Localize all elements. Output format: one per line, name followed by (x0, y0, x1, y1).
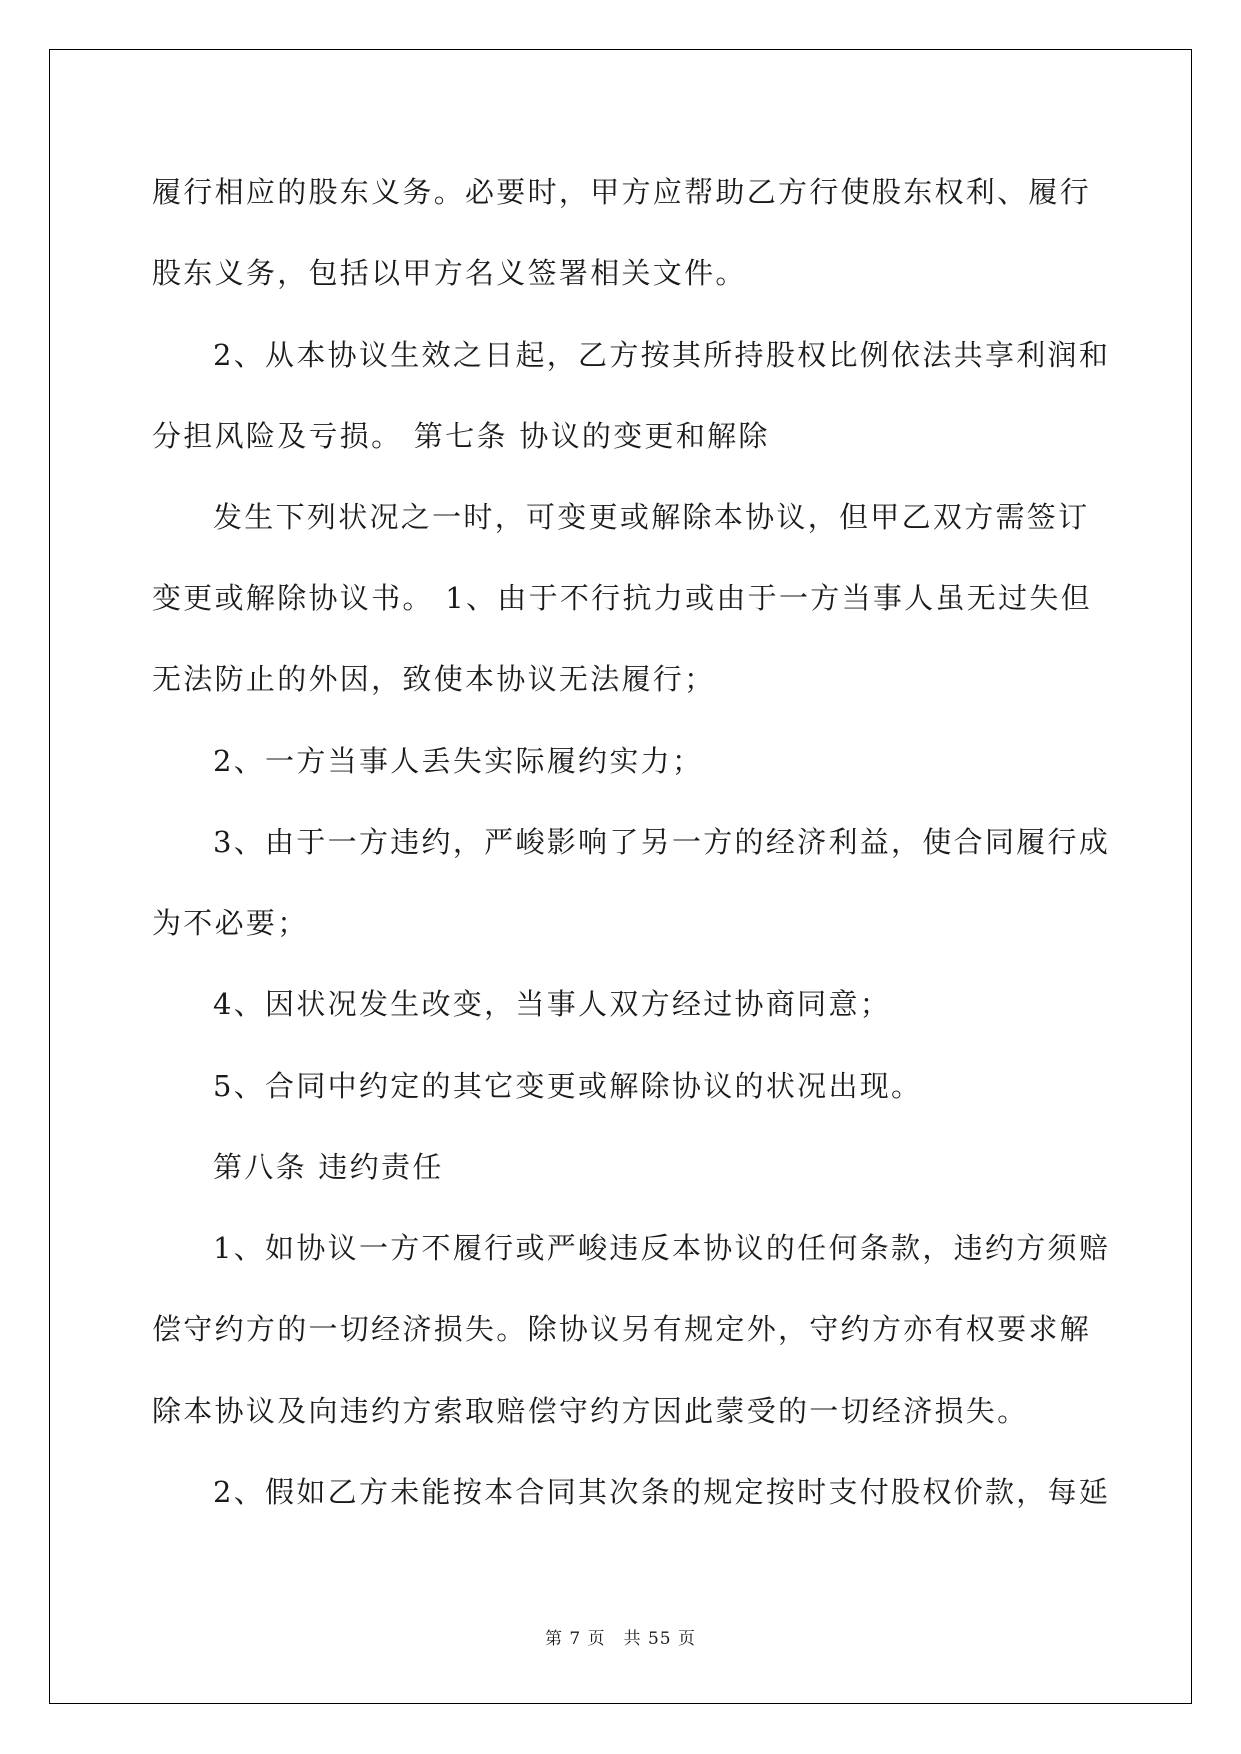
body-line: 2、假如乙方未能按本合同其次条的规定按时支付股权价款，每延 (213, 1475, 1111, 1509)
page-number-footer: 第 7 页 共 55 页 (544, 1629, 697, 1649)
body-line: 4、因状况发生改变，当事人双方经过协商同意； (213, 987, 892, 1021)
body-line: 除本协议及向违约方索取赔偿守约方因此蒙受的一切经济损失。 (152, 1394, 1029, 1428)
body-line: 履行相应的股东义务。必要时，甲方应帮助乙方行使股东权利、履行 (152, 175, 1092, 209)
body-line: 2、一方当事人丢失实际履约实力； (213, 744, 704, 778)
body-line: 变更或解除协议书。 1、由于不行抗力或由于一方当事人虽无过失但 (152, 581, 1092, 615)
body-line: 1、如协议一方不履行或严峻违反本协议的任何条款，违约方须赔 (213, 1231, 1111, 1265)
body-line: 3、由于一方违约，严峻影响了另一方的经济利益，使合同履行成 (213, 825, 1111, 859)
body-line: 偿守约方的一切经济损失。除协议另有规定外，守约方亦有权要求解 (152, 1312, 1092, 1346)
body-line: 为不必要； (152, 906, 309, 940)
body-line: 股东义务，包括以甲方名义签署相关文件。 (152, 256, 747, 290)
body-line: 5、合同中约定的其它变更或解除协议的状况出现。 (213, 1069, 923, 1103)
body-line: 分担风险及亏损。 第七条 协议的变更和解除 (152, 419, 770, 453)
page-border (49, 49, 1192, 1704)
body-line: 发生下列状况之一时，可变更或解除本协议，但甲乙双方需签订 (213, 500, 1090, 534)
body-line: 无法防止的外因，致使本协议无法履行； (152, 662, 716, 696)
body-line: 2、从本协议生效之日起，乙方按其所持股权比例依法共享利润和 (213, 338, 1111, 372)
section-heading: 第八条 违约责任 (213, 1150, 444, 1184)
